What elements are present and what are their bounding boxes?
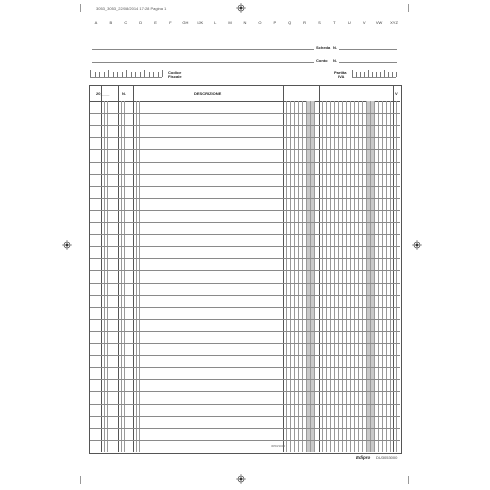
scheda-n-label: N. xyxy=(333,45,337,50)
tick-mark xyxy=(135,72,136,77)
column-subdivider xyxy=(107,101,108,452)
conto-n-label: N. xyxy=(333,58,337,63)
column-divider xyxy=(133,85,134,452)
column-subdivider xyxy=(354,101,355,452)
column-subdivider xyxy=(396,101,397,452)
shaded-column xyxy=(367,101,370,452)
tick-mark xyxy=(364,72,365,77)
column-subdivider xyxy=(378,101,379,452)
partita-iva-label-1: Partita xyxy=(334,70,347,75)
scheda-line xyxy=(92,49,314,50)
registration-mark-top-icon xyxy=(236,3,246,13)
alphabet-tab[interactable]: L xyxy=(214,20,217,25)
crop-mark-bottom-right xyxy=(408,476,417,484)
crop-mark-top-right xyxy=(408,4,417,12)
col-n-header: N. xyxy=(122,91,126,96)
tick-mark xyxy=(392,72,393,77)
product-code: DU3053000 xyxy=(376,455,398,460)
alphabet-tab[interactable]: B xyxy=(109,20,113,25)
table-row[interactable] xyxy=(90,367,400,368)
alphabet-tab[interactable]: IJK xyxy=(197,20,204,25)
column-subdivider xyxy=(294,101,295,452)
alphabet-tab[interactable]: XYZ xyxy=(390,20,398,25)
column-subdivider xyxy=(136,101,137,452)
table-row[interactable] xyxy=(90,162,400,163)
tick-baseline xyxy=(352,77,396,78)
column-divider xyxy=(283,85,284,452)
column-subdivider xyxy=(290,101,291,452)
alphabet-tab[interactable]: D xyxy=(139,20,143,25)
table-row[interactable] xyxy=(90,222,400,223)
tick-mark xyxy=(384,70,385,77)
tick-mark xyxy=(122,72,123,77)
table-row[interactable] xyxy=(90,440,400,441)
tick-mark xyxy=(149,72,150,77)
scheda-n-field[interactable] xyxy=(339,49,397,50)
table-row[interactable] xyxy=(90,198,400,199)
tick-mark xyxy=(352,70,353,77)
table-row[interactable] xyxy=(90,174,400,175)
col-description-header: DESCRIZIONE xyxy=(194,91,222,96)
tick-mark xyxy=(153,72,154,77)
table-row[interactable] xyxy=(90,137,400,138)
tick-mark xyxy=(104,72,105,77)
table-row[interactable] xyxy=(90,283,400,284)
column-subdivider xyxy=(390,101,391,452)
tick-mark xyxy=(162,70,163,77)
tick-mark xyxy=(117,72,118,77)
table-row[interactable] xyxy=(90,343,400,344)
table-row[interactable] xyxy=(90,258,400,259)
alphabet-tab[interactable]: S xyxy=(318,20,321,25)
crop-mark-bottom-left xyxy=(72,476,81,484)
tick-mark xyxy=(380,72,381,77)
alphabet-tab[interactable]: V xyxy=(362,20,366,25)
shaded-column xyxy=(307,101,310,452)
tick-mark xyxy=(140,72,141,77)
alphabet-tab[interactable]: O xyxy=(258,20,262,25)
column-subdivider xyxy=(374,101,375,452)
table-row[interactable] xyxy=(90,428,400,429)
table-row[interactable] xyxy=(90,404,400,405)
table-row[interactable] xyxy=(90,149,400,150)
table-row[interactable] xyxy=(90,125,400,126)
column-divider xyxy=(118,85,119,452)
alphabet-tab[interactable]: N xyxy=(243,20,247,25)
table-row[interactable] xyxy=(90,379,400,380)
table-row[interactable] xyxy=(90,355,400,356)
codice-fiscale-label-2: Fiscale xyxy=(168,74,182,79)
alphabet-tab[interactable]: R xyxy=(303,20,307,25)
column-subdivider xyxy=(124,101,125,452)
tick-mark xyxy=(158,72,159,77)
column-subdivider xyxy=(386,101,387,452)
table-row[interactable] xyxy=(90,416,400,417)
alphabet-tab[interactable]: P xyxy=(273,20,277,25)
conto-label: Conto xyxy=(316,58,328,63)
table-row[interactable] xyxy=(90,307,400,308)
table-row[interactable] xyxy=(90,246,400,247)
conto-n-field[interactable] xyxy=(339,62,397,63)
alphabet-tab[interactable]: GH xyxy=(182,20,189,25)
tick-mark xyxy=(368,70,369,77)
alphabet-tab[interactable]: E xyxy=(154,20,157,25)
alphabet-tab[interactable]: M xyxy=(228,20,232,25)
column-subdivider xyxy=(334,101,335,452)
col-year-header: 20____ xyxy=(96,91,110,96)
tick-mark xyxy=(388,72,389,77)
table-row[interactable] xyxy=(90,295,400,296)
tick-mark xyxy=(90,70,91,77)
tick-mark xyxy=(99,72,100,77)
column-subdivider xyxy=(322,101,323,452)
tick-mark xyxy=(372,72,373,77)
column-subdivider xyxy=(362,101,363,452)
col-v-header: V xyxy=(395,91,398,96)
alphabet-tab[interactable]: A xyxy=(94,20,98,25)
column-subdivider xyxy=(330,101,331,452)
footer-code-small: 3053/1000 xyxy=(271,444,286,448)
scheda-label: Scheda xyxy=(316,45,331,50)
table-row[interactable] xyxy=(90,186,400,187)
column-subdivider xyxy=(338,101,339,452)
registration-mark-bottom-icon xyxy=(236,474,246,484)
column-subdivider xyxy=(104,101,105,452)
column-subdivider xyxy=(346,101,347,452)
column-subdivider xyxy=(286,101,287,452)
column-subdivider xyxy=(342,101,343,452)
alphabet-tab[interactable]: U xyxy=(347,20,351,25)
tick-mark xyxy=(113,72,114,77)
column-subdivider xyxy=(326,101,327,452)
table-row[interactable] xyxy=(90,391,400,392)
table-row[interactable] xyxy=(90,319,400,320)
tick-mark xyxy=(376,72,377,77)
tick-mark xyxy=(126,70,127,77)
conto-line xyxy=(92,62,314,63)
column-subdivider xyxy=(350,101,351,452)
partita-iva-label-2: IVA xyxy=(338,74,345,79)
brand-logo: Edipro xyxy=(356,455,371,460)
alphabet-tab[interactable]: C xyxy=(124,20,128,25)
alphabet-tab[interactable]: Q xyxy=(288,20,292,25)
column-subdivider xyxy=(139,101,140,452)
column-subdivider xyxy=(314,101,315,452)
column-divider xyxy=(319,85,320,452)
registration-mark-right-icon xyxy=(412,240,422,250)
table-row[interactable] xyxy=(90,270,400,271)
tick-mark xyxy=(144,70,145,77)
table-row[interactable] xyxy=(90,331,400,332)
column-divider xyxy=(393,85,394,452)
alphabet-tab[interactable]: VW xyxy=(375,20,383,25)
registration-mark-left-icon xyxy=(62,240,72,250)
column-subdivider xyxy=(358,101,359,452)
alphabet-tab[interactable]: T xyxy=(333,20,336,25)
column-subdivider xyxy=(302,101,303,452)
column-subdivider xyxy=(121,101,122,452)
tick-mark xyxy=(356,72,357,77)
table-row[interactable] xyxy=(90,113,400,114)
tick-baseline xyxy=(90,77,162,78)
tick-mark xyxy=(131,72,132,77)
table-row[interactable] xyxy=(90,210,400,211)
tick-mark xyxy=(396,72,397,77)
tick-mark xyxy=(95,72,96,77)
tick-mark xyxy=(108,70,109,77)
codice-fiscale-label-1: Codice xyxy=(168,70,182,75)
alphabet-tab[interactable]: F xyxy=(169,20,172,25)
shaded-column xyxy=(371,101,374,452)
shaded-column xyxy=(311,101,314,452)
column-divider xyxy=(101,85,102,452)
file-info: 3053_3053_22/08/2014 17:28 Pagina 1 xyxy=(96,6,167,11)
crop-mark-top-left xyxy=(72,4,81,12)
column-subdivider xyxy=(298,101,299,452)
column-subdivider xyxy=(382,101,383,452)
tick-mark xyxy=(360,72,361,77)
table-row[interactable] xyxy=(90,234,400,235)
